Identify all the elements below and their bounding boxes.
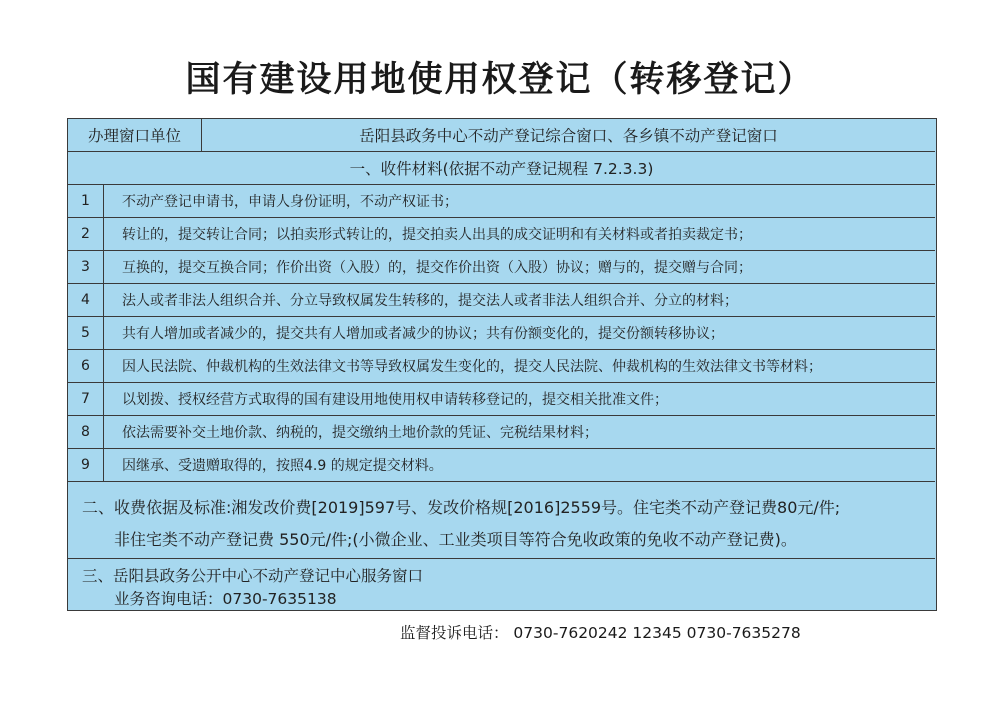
section1-header-row bbox=[68, 152, 935, 185]
fee-section bbox=[68, 482, 935, 559]
table-row bbox=[68, 383, 935, 416]
section1-header: 一、收件材料(依据不动产登记规程 7.2.3.3) bbox=[349, 160, 654, 178]
item-number: 9 bbox=[68, 449, 104, 481]
item-text: 因继承、受遗赠取得的，按照4.9 的规定提交材料。 bbox=[122, 458, 443, 474]
service-line-1: 三、岳阳县政务公开中心不动产登记中心服务窗口 bbox=[82, 567, 424, 585]
item-number: 7 bbox=[68, 383, 104, 415]
service-phone: 业务咨询电话：0730-7635138 bbox=[114, 590, 337, 608]
office-value: 岳阳县政务中心不动产登记综合窗口、各乡镇不动产登记窗口 bbox=[359, 127, 778, 145]
item-text: 依法需要补交土地价款、纳税的，提交缴纳土地价款的凭证、完税结果材料； bbox=[122, 425, 598, 441]
item-number: 8 bbox=[68, 416, 104, 448]
table-row bbox=[68, 350, 935, 383]
item-number: 6 bbox=[68, 350, 104, 382]
item-number: 4 bbox=[68, 284, 104, 316]
fee-line-2: 非住宅类不动产登记费 550元/件;(小微企业、工业类项目等符合免收政策的免收不动产登记费)。 bbox=[114, 530, 797, 549]
item-text: 以划拨、授权经营方式取得的国有建设用地使用权申请转移登记的，提交相关批准文件； bbox=[122, 392, 668, 408]
table-row bbox=[68, 449, 935, 482]
table-row bbox=[68, 251, 935, 284]
item-text: 不动产登记申请书，申请人身份证明，不动产权证书； bbox=[122, 194, 458, 210]
office-row bbox=[68, 119, 935, 152]
table-row bbox=[68, 284, 935, 317]
table-row bbox=[68, 218, 935, 251]
item-number: 2 bbox=[68, 218, 104, 250]
item-text: 互换的，提交互换合同；作价出资（入股）的，提交作价出资（入股）协议；赠与的，提交赠与合同； bbox=[122, 260, 752, 276]
fee-line-1: 二、收费依据及标准:湘发改价费[2019]597号、发改价格规[2016]2559号。住宅类不动产登记费80元/件; bbox=[82, 498, 841, 517]
complaint-phone: 监督投诉电话： 0730-7620242 12345 0730-7635278 bbox=[400, 624, 801, 642]
item-number: 3 bbox=[68, 251, 104, 283]
item-text: 共有人增加或者减少的，提交共有人增加或者减少的协议；共有份额变化的，提交份额转移协议； bbox=[122, 326, 724, 342]
table-row bbox=[68, 416, 935, 449]
page-title: 国有建设用地使用权登记（转移登记） bbox=[185, 59, 815, 100]
table-row bbox=[68, 185, 935, 218]
service-section bbox=[68, 559, 935, 609]
office-label: 办理窗口单位 bbox=[68, 119, 202, 151]
item-text: 因人民法院、仲裁机构的生效法律文书等导致权属发生变化的，提交人民法院、仲裁机构的生效法律文书等材料； bbox=[122, 359, 822, 375]
table-row bbox=[68, 317, 935, 350]
info-table bbox=[67, 118, 937, 611]
item-text: 转让的，提交转让合同；以拍卖形式转让的，提交拍卖人出具的成交证明和有关材料或者拍卖裁定书； bbox=[122, 227, 752, 243]
item-number: 5 bbox=[68, 317, 104, 349]
item-text: 法人或者非法人组织合并、分立导致权属发生转移的，提交法人或者非法人组织合并、分立的材料； bbox=[122, 293, 738, 309]
item-number: 1 bbox=[68, 185, 104, 217]
